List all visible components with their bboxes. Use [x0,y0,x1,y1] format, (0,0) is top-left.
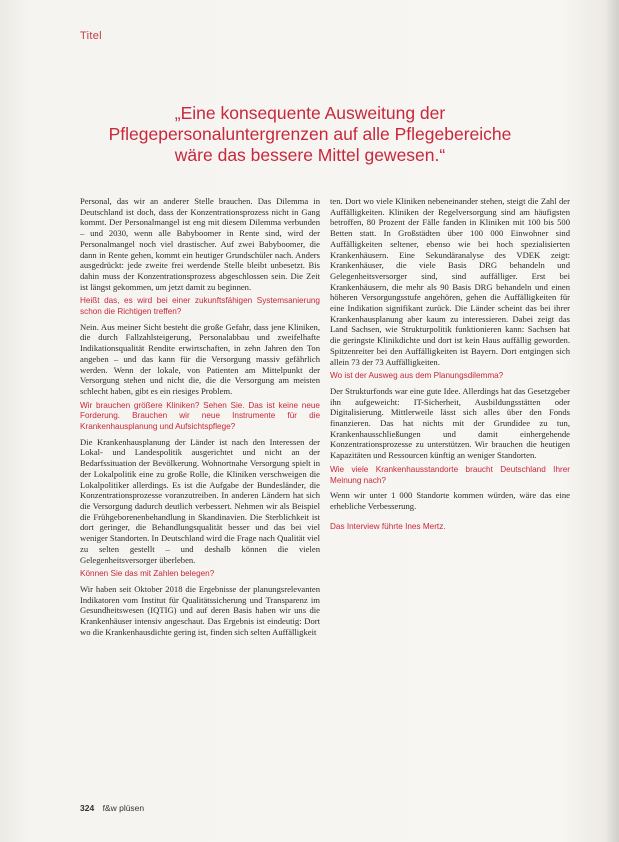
magazine-name: f&w plüsen [102,803,145,813]
interview-question: Heißt das, es wird bei einer zukunftsfähigen Systemsanierung schon die Richtigen treffen? [80,296,320,317]
interview-question: Wie viele Krankenhausstandorte braucht Deutschland Ihrer Meinung nach? [330,464,570,485]
right-column [330,196,570,532]
body-paragraph: Die Krankenhausplanung der Länder ist nach den Interessen der Lokal- und Landespolitik ausgerichtet und nicht an der Bedarfssituation der Bevölkerung. Wohnortnahe Versorgung spielt in der Lokalpolitik eine zu große Rolle, die Kliniken verschweigen die Lokalpolitiker allerdings. Es ist die Aufgabe der Bundesländer, die Konzentrationsprozesse voranzutreiben. In anderen Ländern hat sich die Versorgung dadurch deutlich verbessert. Nehmen wir als Beispiel die Frühgeborenenbehandlung in Skandinavien. Die Sterblichkeit ist dort geringer, die Behandlungsqualität besser und das bei viel weniger Standorten. In Deutschland wird die Frage nach Qualität viel zu selten gestellt – und deshalb können die vielen Gelegenheitsversorger überleben. [80,436,320,565]
pull-quote-line-2: Pflegepersonaluntergrenzen auf alle Pflegebereiche [108,124,512,144]
page-footer [80,803,144,813]
body-paragraph: Wenn wir unter 1 000 Standorte kommen würden, wäre das eine erhebliche Verbesserung. [330,490,570,511]
page-number: 324 [80,803,95,813]
body-paragraph: Nein. Aus meiner Sicht besteht die große Gefahr, dass jene Kliniken, die durch Fallzahlsteigerung, Personalabbau und zweifelhafte Indikationsqualität Rendite erwirtschaften, in zehn Jahren den Ton angeben – und das kann für die Versorgung massiv gefährlich werden. Wenn der lokale, von Patienten am Mittelpunkt der Versorgung stehen und nicht die, die die Versorgung am meisten schlecht haben, gibt es ein riesiges Problem. [80,321,320,396]
interview-question: Wo ist der Ausweg aus dem Planungsdilemma? [330,371,504,381]
interview-question: Können Sie das mit Zahlen belegen? [80,569,215,579]
interview-credit: Das Interview führte Ines Mertz. [330,521,446,531]
section-label: Titel [80,30,102,42]
pull-quote-line-3: wäre das bessere Mittel gewesen.“ [174,145,446,165]
interview-question: Wir brauchen größere Kliniken? Sehen Sie. Das ist keine neue Forderung. Brauchen wir neue Instrumente für die Krankenhausplanung und Aufsichtspflege? [80,400,320,432]
body-paragraph: Personal, das wir an anderer Stelle brauchen. Das Dilemma in Deutschland ist doch, dass der Konzentrationsprozess nicht in Gang kommt. Der Personalmangel ist eng mit diesem Dilemma verbunden – und 2030, wenn alle Babyboomer in Rente sind, wird der Personalmangel noch viel drastischer. Auf zwei Babyboomer, die dann in Rente gehen, kommt ein heutiger Grundschüler nach. Anders ausgedrückt: jede zweite frei werdende Stelle bleibt unbesetzt. Bis dahin muss der Konzentrationsprozess abgeschlossen sein. Die Zeit ist längst gekommen, um jetzt damit zu beginnen. [80,196,320,292]
page-fold-shadow [605,0,619,842]
body-paragraph: Der Strukturfonds war eine gute Idee. Allerdings hat das Gesetzgeber ihn aufgeweicht: IT-Sicherheit, Ausbildungsstätten oder Digitalisierung. Mittlerweile lässt sich alles über den Fonds finanzieren. Das hat nichts mit der Grundidee zu tun, Krankenhausschließungen und damit einhergehende Konzentrationsprozesse zu unterstützen. Wir brauchen die heutigen Kapazitäten und Ressourcen künftig an weniger Standorten. [330,385,570,461]
pull-quote [60,103,560,166]
pull-quote-line-1: „Eine konsequente Ausweitung der [174,103,446,123]
left-column [80,196,320,641]
body-paragraph: ten. Dort wo viele Kliniken nebeneinander stehen, steigt die Zahl der Auffälligkeiten. Kliniken der Regelversorgung sind am häufigsten betroffen, 80 Prozent der Fälle fanden in Kliniken mit 100 bis 500 Betten statt. In Großstädten über 100 000 Einwohner sind Auffälligkeiten seltener, ebenso wie bei hoch spezialisierten Krankenhäusern. Eine Sekundäranalyse des VDEK zeigt: Krankenhäuser, die viele Basis DRG behandeln und Gelegenheitsversorger sind, sind auffälliger. Erst bei Krankenhäusern, die mehr als 90 Basis DRG behandeln und einen höheren Versorgungsstufe angehören, gehen die Auffälligkeiten für eine Indikation signifikant zurück. Die Länder scheint das bei ihrer Krankenhausplanung aber kaum zu interessieren. Dabei zeigt das Land Sachsen, wie Strukturpolitik funktionieren kann: Sachsen hat die geringste Klinikdichte und dort ist kein Haus auffällig geworden. Spitzenreiter bei den Auffälligkeiten ist Bayern. Dort entgingen sich allein 73 der 73 Auffälligkeiten. [330,196,570,367]
body-paragraph: Wir haben seit Oktober 2018 die Ergebnisse der planungsrelevanten Indikatoren vom Institut für Qualitätssicherung und Transparenz im Gesundheitswesen (IQTIG) und auf deren Basis haben wir uns die Krankenhäuser intensiv angeschaut. Das Ergebnis ist eindeutig: Dort wo die Krankenhausdichte gering ist, finden sich selten Auffälligkeit [80,583,320,637]
